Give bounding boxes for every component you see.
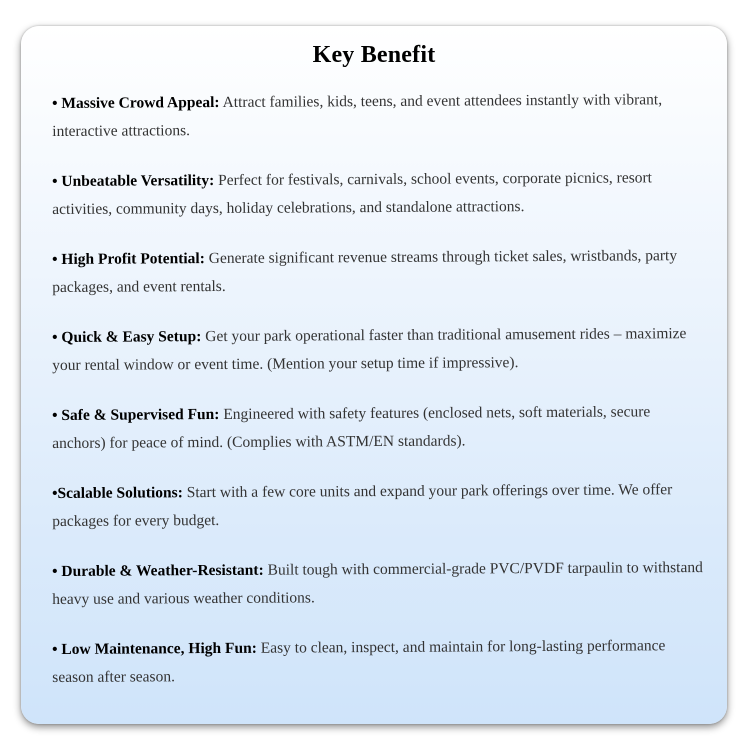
benefit-list [52,90,707,714]
benefit-lead: • Durable & Weather-Resistant: [52,561,264,580]
benefit-item [52,164,707,224]
benefit-lead: • Unbeatable Versatility: [52,172,215,190]
benefit-text: Attract families, kids, teens, and event attendees instantly with vibrant, interactive attractions. [52,91,663,140]
benefit-item [52,398,707,458]
benefit-lead: •Scalable Solutions: [52,484,183,502]
benefit-text: Perfect for festivals, carnivals, school events, corporate picnics, resort activities, community days, holiday celebrations, and standalone attractions. [52,169,652,218]
benefit-text: Start with a few core units and expand your park offerings over time. We offer packages for every budget. [52,481,673,530]
benefit-text: Engineered with safety features (enclosed nets, soft materials, secure anchors) for peace of mind. (Complies with ASTM/EN standards). [52,403,651,452]
benefit-text: Get your park operational faster than traditional amusement rides – maximize your rental window or event time. (Mention your setup time if impressive). [52,325,687,374]
benefit-item [52,242,707,302]
benefit-lead: • Massive Crowd Appeal: [52,93,220,112]
benefit-item [52,86,707,146]
benefits-card [21,26,727,724]
benefit-lead: • High Profit Potential: [52,250,205,268]
benefit-lead: • Low Maintenance, High Fun: [52,639,257,658]
benefit-item [52,554,707,614]
benefit-item [52,476,707,536]
page-title: Key Benefit [312,42,436,68]
benefit-lead: • Quick & Easy Setup: [52,328,202,346]
benefit-text: Generate significant revenue streams through ticket sales, wristbands, party packages, and event rentals. [52,247,678,296]
benefit-text: Easy to clean, inspect, and maintain for long-lasting performance season after season. [52,637,666,686]
benefit-item [52,320,707,380]
benefit-lead: • Safe & Supervised Fun: [52,405,220,424]
benefit-item [52,632,707,692]
benefit-text: Built tough with commercial-grade PVC/PVDF tarpaulin to withstand heavy use and various weather conditions. [52,559,703,608]
